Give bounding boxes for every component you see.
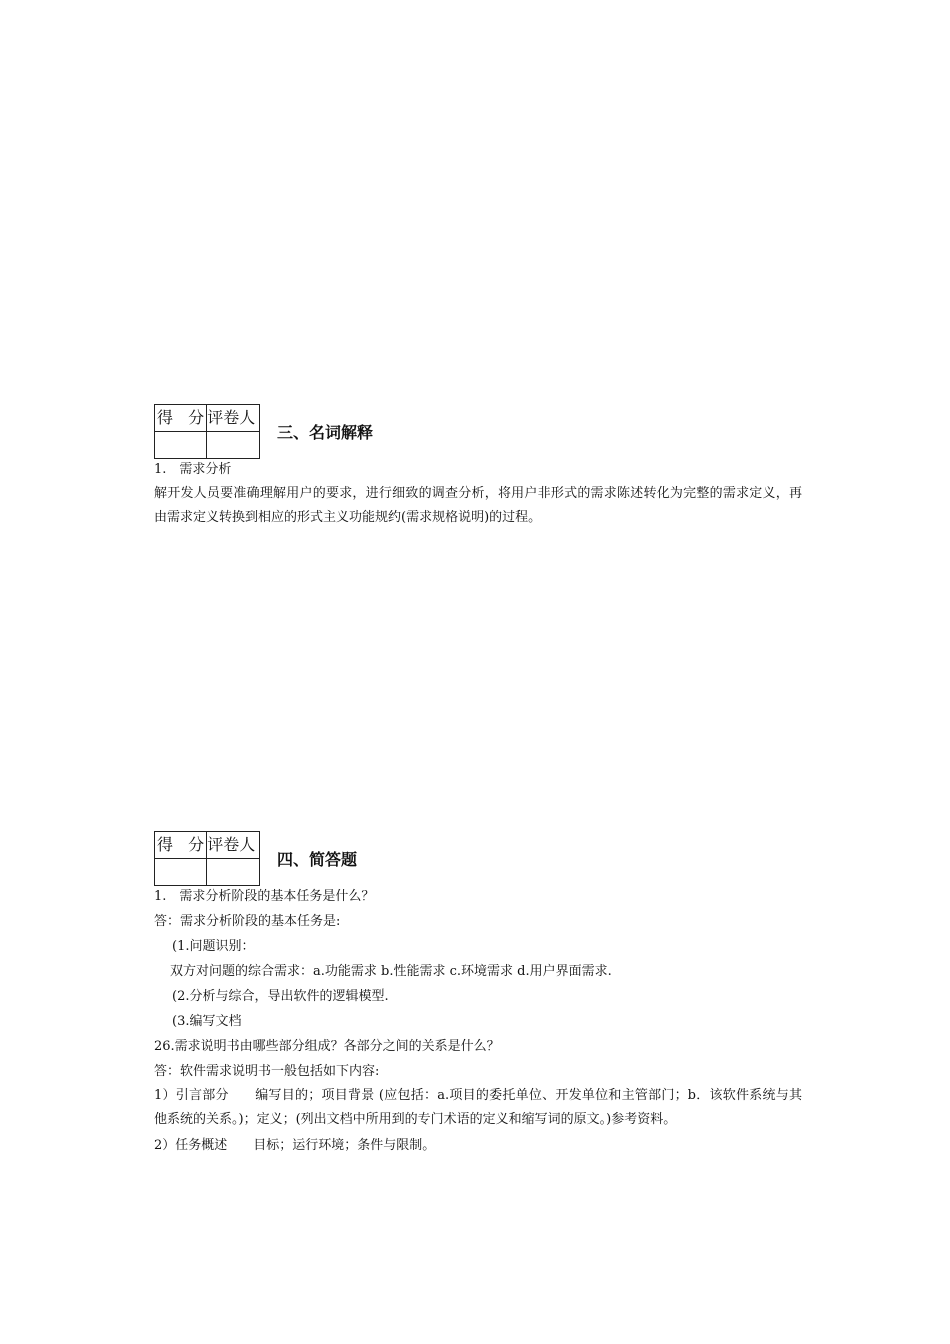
section-4-answer-1-item-1-detail: 双方对问题的综合需求：a.功能需求 b.性能需求 c.环境需求 d.用户界面需求.	[170, 964, 612, 979]
grader-entry-cell	[207, 432, 260, 459]
section-3-heading: 三、名词解释	[277, 423, 374, 442]
section-3-question-1: 1. 需求分析	[154, 462, 232, 477]
section-4-answer-1-item-1: (1.问题识别：	[172, 939, 255, 954]
section-4-question-1: 1. 需求分析阶段的基本任务是什么？	[154, 889, 375, 904]
score-box-section-3	[154, 404, 260, 459]
score-label-b: 分	[188, 408, 205, 427]
section-4-answer-26-item-2: 2）任务概述 目标；运行环境；条件与限制。	[154, 1138, 436, 1153]
grader-entry-cell	[207, 859, 260, 886]
grader-label-cell: 评卷人	[207, 405, 260, 432]
section-4-answer-26-item-1: 1）引言部分 编写目的；项目背景 (应包括：a.项目的委托单位、开发单位和主管部门；b．该软件系统与其他系统的关系。)；定义；(列出文档中所用到的专门术语的定义和缩写词的原文。)参考资料。	[154, 1088, 802, 1127]
section-4-answer-1-item-2: (2.分析与综合，导出软件的逻辑模型.	[172, 989, 389, 1004]
section-4-answer-26-intro: 答：软件需求说明书一般包括如下内容:	[154, 1064, 380, 1079]
score-label-a: 得	[157, 408, 174, 427]
section-3-answer-1: 解开发人员要准确理解用户的要求，进行细致的调查分析，将用户非形式的需求陈述转化为完整的需求定义，再由需求定义转换到相应的形式主义功能规约(需求规格说明)的过程。	[154, 486, 802, 525]
section-4-question-26: 26.需求说明书由哪些部分组成？各部分之间的关系是什么？	[154, 1039, 500, 1054]
score-entry-cell	[155, 859, 207, 886]
score-label-b: 分	[188, 835, 205, 854]
section-4-heading: 四、简答题	[277, 850, 358, 869]
section-4-answer-1-intro: 答：需求分析阶段的基本任务是:	[154, 914, 341, 929]
score-box-section-4	[154, 831, 260, 886]
section-4-answer-1-item-3: (3.编写文档	[172, 1014, 242, 1029]
score-label-cell	[155, 832, 207, 859]
score-label-cell	[155, 405, 207, 432]
grader-label-cell: 评卷人	[207, 832, 260, 859]
score-label-a: 得	[157, 835, 174, 854]
score-entry-cell	[155, 432, 207, 459]
